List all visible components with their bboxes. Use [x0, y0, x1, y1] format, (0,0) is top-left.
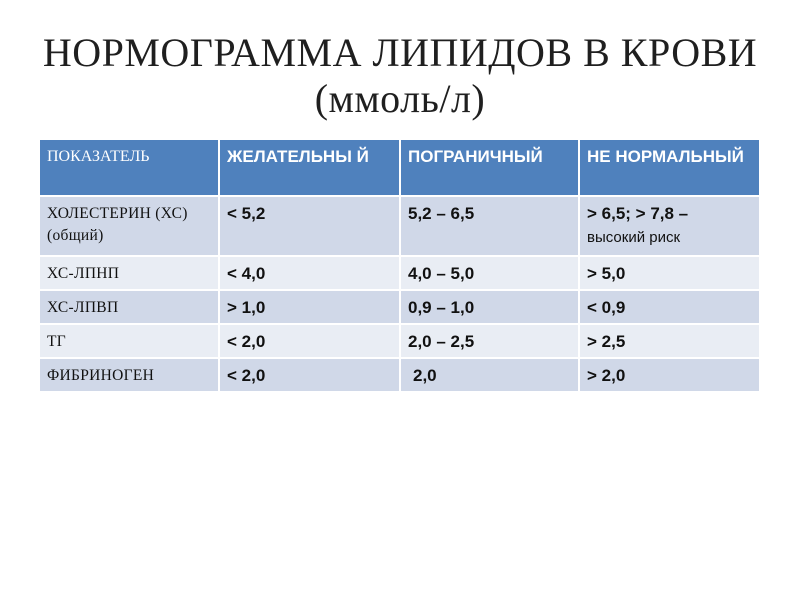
- header-desirable: ЖЕЛАТЕЛЬНЫ Й: [219, 140, 400, 196]
- table-row: [40, 256, 759, 290]
- cell-borderline: 5,2 – 6,5: [400, 196, 579, 256]
- row-label: ХС-ЛПНП: [40, 256, 219, 290]
- cell-desirable: < 5,2: [219, 196, 400, 256]
- table-row: [40, 290, 759, 324]
- row-label: ФИБРИНОГЕН: [40, 358, 219, 392]
- cell-borderline: 0,9 – 1,0: [400, 290, 579, 324]
- cell-abnormal: [579, 196, 759, 256]
- title-line-1: НОРМОГРАММА ЛИПИДОВ В КРОВИ: [42, 30, 758, 75]
- abnormal-value: > 6,5; > 7,8 –: [587, 204, 689, 223]
- cell-abnormal: > 5,0: [579, 256, 759, 290]
- table-row: [40, 358, 759, 392]
- header-borderline: ПОГРАНИЧНЫЙ: [400, 140, 579, 196]
- title-line-2: (ммоль/л): [314, 76, 486, 121]
- cell-abnormal: > 2,5: [579, 324, 759, 358]
- header-abnormal: НЕ НОРМАЛЬНЫЙ: [579, 140, 759, 196]
- table-row: [40, 196, 759, 256]
- page-title: [40, 30, 760, 122]
- borderline-value: 2,0: [413, 366, 437, 385]
- table-header-row: [40, 140, 759, 196]
- high-risk-note: высокий риск: [587, 229, 681, 246]
- cell-desirable: > 1,0: [219, 290, 400, 324]
- cell-desirable: < 2,0: [219, 358, 400, 392]
- cell-borderline: 2,0 – 2,5: [400, 324, 579, 358]
- lipid-norm-table: [40, 140, 759, 393]
- cell-abnormal: < 0,9: [579, 290, 759, 324]
- header-indicator: ПОКАЗАТЕЛЬ: [40, 140, 219, 196]
- row-label: ТГ: [40, 324, 219, 358]
- cell-borderline: [400, 358, 579, 392]
- row-label: ХОЛЕСТЕРИН (ХС) (общий): [40, 196, 219, 256]
- cell-abnormal: > 2,0: [579, 358, 759, 392]
- row-label: ХС-ЛПВП: [40, 290, 219, 324]
- table-row: [40, 324, 759, 358]
- cell-borderline: 4,0 – 5,0: [400, 256, 579, 290]
- cell-desirable: < 4,0: [219, 256, 400, 290]
- cell-desirable: < 2,0: [219, 324, 400, 358]
